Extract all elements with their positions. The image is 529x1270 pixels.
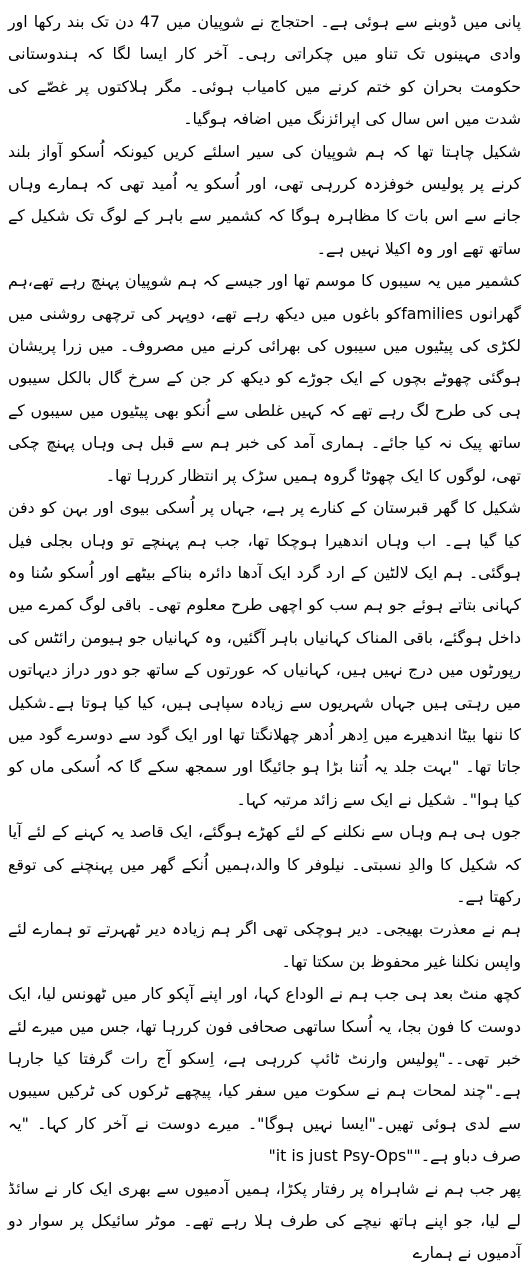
paragraph-4: شکیل کا گھر قبرستان کے کنارے پر ہے، جہاں پر اُسکی بیوی اور بہن کو دفن کیا گیا ہے۔ اب وہاں اندھیرا ہوچکا تھا، جب ہم پہنچے تو وہاں بجلی فیل ہوگئی۔ ہم ایک لالٹین کے ارد گرد ایک آدھا دائرہ بناکے بیٹھے اور اُسکو سُنا وہ کہانی بتاتے ہوئے جو ہم سب کو اچھی طرح معلوم تھی۔ باقی لوگ کمرے میں داخل ہوگئے، باقی المناک کہانیاں باہر آگئیں، وہ کہانیاں جو ہیومن رائٹس کی رپورٹوں میں درج نہیں ہیں، کہانیاں کہ عورتوں کے ساتھ جو دور دراز دیہاتوں میں رہتی ہیں جہاں شہریوں سے زیادہ سپاہی ہیں، کیا کیا ہوتا ہے۔شکیل کا ننھا بیٹا اندھیرے میں اِدھر اُدھر چھلانگتا تھا اور ایک گود سے دوسرے گود میں جاتا تھا۔ "بہت جلد یہ اُتنا بڑا ہو جائیگا اور سمجھ سکے گا کہ اُسکی ماں کو کیا ہوا"۔ شکیل نے ایک سے زائد مرتبہ کہا۔ [8, 498, 521, 809]
paragraph-8: پھر جب ہم نے شاہراہ پر رفتار پکڑا، ہمیں آدمیوں سے بھری ایک کار نے سائڈ لے لیا، جو اپنے ہاتھ نیچے کی طرف ہلا رہے تھے۔ موٹر سائیکل پر سوار دو آدمیوں نے ہمارے [8, 1178, 521, 1263]
paragraph-5: جوں ہی ہم وہاں سے نکلنے کے لئے کھڑے ہوگئے، ایک قاصد یہ کہنے کے لئے آیا کہ شکیل کا والدِ نسبتی۔ نیلوفر کا والد،ہمیں اُنکے گھر میں پہنچنے کی توقع رکھتا ہے۔ [8, 822, 521, 906]
paragraph-1: پانی میں ڈوبنے سے ہوئی ہے۔ احتجاج نے شوپیان میں 47 دن تک بند رکھا اور وادی مہینوں تک تناو میں چکراتی رہی۔ آخر کار ایسا لگا کہ ہندوستانی حکومت بحران کو ختم کرنے میں کامیاب ہوئی۔ مگر ہلاکتوں پر غصّے کی شدت میں اس سال کی اپرائزنگ میں اضافہ ہوگیا۔ [8, 12, 521, 129]
paragraph-6: ہم نے معذرت بھیجی۔ دیر ہوچکی تھی اگر ہم زیادہ دیر ٹھہرتے تو ہمارے لئے واپس نکلنا غیر محفوظ بن سکتا تھا۔ [8, 919, 521, 971]
paragraph-2: شکیل چاہتا تھا کہ ہم شوپیان کی سیر اسلئے کریں کیونکہ اُسکو آواز بلند کرنے پر پولیس خوفزدہ کررہی تھی، اور اُسکو یہ اُمید تھی کہ ہمارے وہاں جانے سے اس بات کا مظاہرہ ہوگا کہ کشمیر سے باہر کے لوگ تک شکیل کے ساتھ تھے اور وہ اکیلا نہیں ہے۔ [8, 141, 521, 258]
paragraph-7: کچھ منٹ بعد ہی جب ہم نے الوداع کہا، اور اپنے آپکو کار میں ٹھونس لیا، ایک دوست کا فون بجا، یہ اُسکا ساتھی صحافی فون کررہا تھا، جس میں میرے لئے خبر تھی۔۔"پولیس وارنٹ ٹائپ کررہی ہے، اِسکو آج رات گرفتا کیا جارہا ہے۔"چند لمحات ہم نے سکوت میں سفر کیا، پیچھے ٹرکوں کی ٹرکیں سیبوں سے لدی ہوئی تھیں۔"ایسا نہیں ہوگا"۔ میرے دوست نے آخر کار کہا۔ "یہ صرف دباو ہے۔""it is just Psy-Ops" [8, 984, 521, 1166]
paragraph-3: کشمیر میں یہ سیبوں کا موسم تھا اور جیسے کہ ہم شوپیان پہنچ رہے تھے،ہم گھرانوں familiesکو باغوں میں دیکھ رہے تھے، دوپہر کی ترچھی روشنی میں لکڑی کی پیٹیوں میں سیبوں کی بھرائی کرنے میں مصروف۔ میں زرا پریشان ہوگئی چھوٹے بچوں کے ایک جوڑے کو دیکھ کر جن کے سرخ گال بالکل سیبوں ہی کی طرح لگ رہے تھے کہ کہیں غلطی سے اُنکو بھی پیٹیوں میں سیبوں کے ساتھ پیک نہ کیا جائے۔ ہماری آمد کی خبر ہم سے قبل ہی وہاں پہنچ چکی تھی، لوگوں کا ایک چھوٹا گروہ ہمیں سڑک پر انتظار کررہا تھا۔ [8, 271, 521, 485]
